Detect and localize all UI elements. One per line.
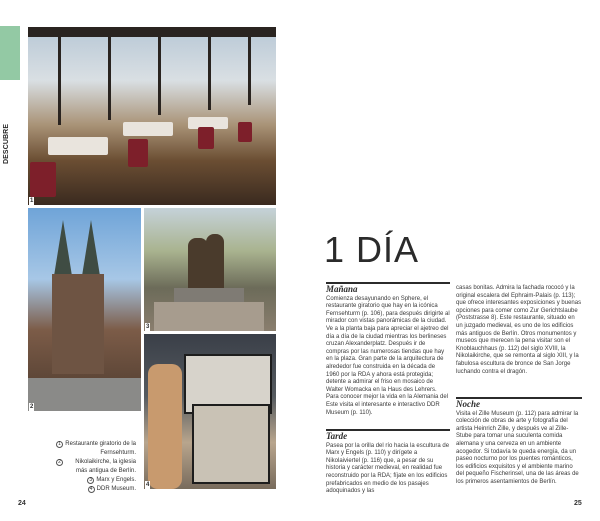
caption-item: 3 Marx y Engels. [56,476,136,485]
section-color-tab [0,26,20,80]
photo-church [28,208,141,411]
photo-number-2: 2 [30,404,34,410]
section-body: Comienza desayunando en Sphere, el restaurante giratorio que hay en la icónica Fernsehturm (p. 106), para después dirigirte al mirador con vistas panorámicas de la ciudad. Ve a la planta baja para apreciar el ajetreo del día a día de la ciudad mientras los berlineses cruzan Alexanderplatz. Después ir de compras por las numerosas tiendas que hay en la plaza. Gran parte de la arquitectura de alrededor fue construida en la década de 1960 por la RDA y ahora está protegida; detente a admirar el friso en mosaico de Walter Womacka en la Haus des Lehrers. Para conocer mejor la vida en la Alemania del Este visita el interesante e interactivo DDR Museum (p. 110). [326,295,450,416]
page-number-right: 25 [574,500,582,507]
section-body: Visita el Zille Museum (p. 112) para admirar la colección de obras de arte y fotografía del artista Heinrich Zille, y después ve al Zille-Stube para tomar una suculenta comida alemana y una cerveza en un ambiente acogedor. Si todavía te queda energía, da un paseo nocturno por los puentes románticos, los edificios exquisitos y el ambiente marino del pequeño Fischerinsel, una de las áreas de los primeros asentamientos de Berlín. [456,410,579,485]
photo-number-3: 3 [146,324,150,330]
caption-item: 2 Nikolaikirche, la iglesia más antigua de Berlín. [56,458,136,476]
section-heading: Tarde [326,429,450,441]
photo-captions [56,440,136,494]
photo-statue [144,208,276,331]
section-label: DESCUBRE [3,123,10,164]
section-noche [456,397,582,487]
caption-item: 1 Restaurante giratorio de la Fernsehturm. [56,440,136,458]
section-tarde [326,429,450,496]
running-header [3,84,17,164]
section-heading: Mañana [326,282,450,294]
page-number-left: 24 [18,500,26,507]
section-heading: Noche [456,397,582,409]
photo-number-1: 1 [30,198,34,204]
caption-item: 4 DDR Museum. [56,485,136,494]
section-body: casas bonitas. Admira la fachada rococó y la original escalera del Ephraim-Palais (p. 113); que ofrece interesantes exposiciones y buenas opciones para comer como Zur Gerichtslaube (Poststrasse 8). Este restaurante, situado en un juzgado medieval, es uno de los edificios más antiguos de Berlín. Otros monumentos y museos que merecen la pena visitar son el Knoblauchhaus (p. 112) del siglo XVIII, la Nikolaikirche, que se remonta al siglo XIII, y la fabulosa escultura de bronce de San Jorge luchando contra el dragón. [456,285,582,375]
section-manana [326,282,450,417]
photo-museum [144,334,276,489]
photo-number-4: 4 [146,482,150,488]
section-continuation [456,285,582,376]
section-body: Pasea por la orilla del río hacia la escultura de Marx y Engels (p. 110) y dirígete a Nikolaiviertel (p. 116) que, a pesar de su historia y carácter medieval, en realidad fue reconstruido por la RDA; fíjate en los edificios prefabricados en medio de los pasajes adoquinados y las [326,442,450,495]
photo-restaurant [28,27,276,205]
page-title: 1 DÍA [324,229,420,270]
